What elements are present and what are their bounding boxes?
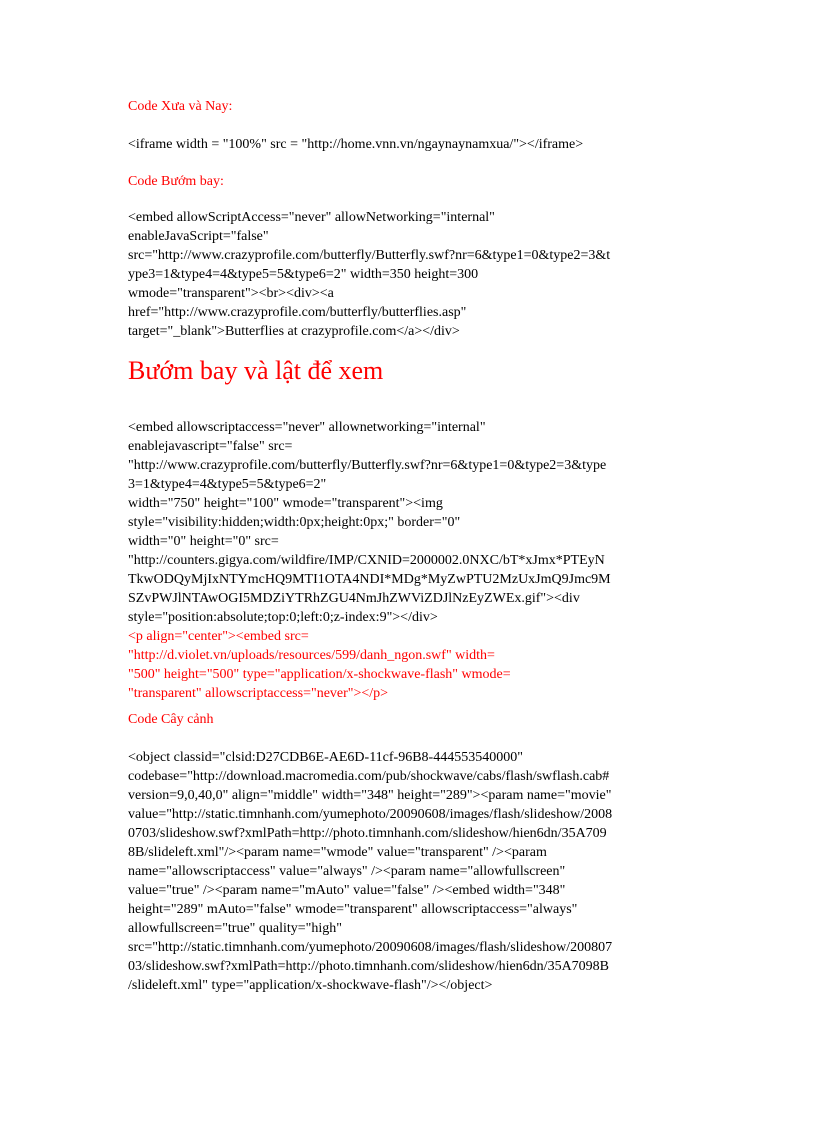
- code-block-buom-bay-lat: [128, 418, 688, 703]
- code-line: allowfullscreen="true" quality="high": [128, 921, 342, 936]
- code-line: width="0" height="0" src=: [128, 534, 279, 549]
- code-line: "http://counters.gigya.com/wildfire/IMP/CXNID=2000002.0NXC/bT*xJmx*PTEyN: [128, 553, 605, 568]
- section-title-buom-bay: Code Bướm bay:: [128, 174, 224, 189]
- code-line: height="289" mAuto="false" wmode="transparent" allowscriptaccess="always": [128, 902, 578, 917]
- code-block-buom-bay: [128, 208, 688, 341]
- code-line-red: <p align="center"><embed src=: [128, 629, 309, 644]
- code-line: style="position:absolute;top:0;left:0;z-index:9"></div>: [128, 610, 438, 625]
- code-line-red: "http://d.violet.vn/uploads/resources/599/danh_ngon.swf" width=: [128, 648, 495, 663]
- code-line: codebase="http://download.macromedia.com/pub/shockwave/cabs/flash/swflash.cab#: [128, 769, 610, 784]
- code-line: enableJavaScript="false": [128, 229, 269, 244]
- code-block-cay-canh: [128, 748, 688, 995]
- code-line: 8B/slideleft.xml"/><param name="wmode" value="transparent" /><param: [128, 845, 547, 860]
- code-line: <object classid="clsid:D27CDB6E-AE6D-11cf-96B8-444553540000": [128, 750, 523, 765]
- code-line: target="_blank">Butterflies at crazyprofile.com</a></div>: [128, 324, 460, 339]
- code-line: ype3=1&type4=4&type5=5&type6=2" width=350 height=300: [128, 267, 479, 282]
- code-line: src="http://www.crazyprofile.com/butterfly/Butterfly.swf?nr=6&type1=0&type2=3&t: [128, 248, 611, 263]
- code-line: <embed allowScriptAccess="never" allowNetworking="internal": [128, 210, 495, 225]
- code-line: 0703/slideshow.swf?xmlPath=http://photo.timnhanh.com/slideshow/hien6dn/35A709: [128, 826, 607, 841]
- code-line: wmode="transparent"><br><div><a: [128, 286, 334, 301]
- code-line: name="allowscriptaccess" value="always" /><param name="allowfullscreen": [128, 864, 566, 879]
- code-line: TkwODQyMjIxNTYmcHQ9MTI1OTA4NDI*MDg*MyZwPTU2MzUxJmQ9Jmc9M: [128, 572, 611, 587]
- code-line: 3=1&type4=4&type5=5&type6=2": [128, 477, 327, 492]
- code-line-red: "500" height="500" type="application/x-shockwave-flash" wmode=: [128, 667, 511, 682]
- code-line-red: "transparent" allowscriptaccess="never"></p>: [128, 686, 389, 701]
- code-line: "http://www.crazyprofile.com/butterfly/Butterfly.swf?nr=6&type1=0&type2=3&type: [128, 458, 607, 473]
- section-title-cay-canh: Code Cây cảnh: [128, 712, 214, 727]
- code-line: SZvPWJlNTAwOGI5MDZiYTRhZGU4NmJhZWViZDJlNzEyZWEx.gif"><div: [128, 591, 580, 606]
- code-line: src="http://static.timnhanh.com/yumephoto/20090608/images/flash/slideshow/200807: [128, 940, 613, 955]
- code-line: width="750" height="100" wmode="transparent"><img: [128, 496, 443, 511]
- code-line: style="visibility:hidden;width:0px;height:0px;" border="0": [128, 515, 461, 530]
- code-line: value="true" /><param name="mAuto" value="false" /><embed width="348": [128, 883, 566, 898]
- code-line: /slideleft.xml" type="application/x-shockwave-flash"/></object>: [128, 978, 493, 993]
- code-line: enablejavascript="false" src=: [128, 439, 293, 454]
- code-line: <embed allowscriptaccess="never" allownetworking="internal": [128, 420, 486, 435]
- code-line: <iframe width = "100%" src = "http://home.vnn.vn/ngaynaynamxua/"></iframe>: [128, 137, 584, 152]
- code-line: version=9,0,40,0" align="middle" width="348" height="289"><param name="movie": [128, 788, 612, 803]
- section-title-buom-bay-lat: Bướm bay và lật để xem: [128, 356, 384, 385]
- code-line: href="http://www.crazyprofile.com/butterfly/butterflies.asp": [128, 305, 467, 320]
- code-line: 03/slideshow.swf?xmlPath=http://photo.timnhanh.com/slideshow/hien6dn/35A7098B: [128, 959, 610, 974]
- code-line: value="http://static.timnhanh.com/yumephoto/20090608/images/flash/slideshow/2008: [128, 807, 613, 822]
- section-title-xua-va-nay: Code Xưa và Nay:: [128, 99, 233, 114]
